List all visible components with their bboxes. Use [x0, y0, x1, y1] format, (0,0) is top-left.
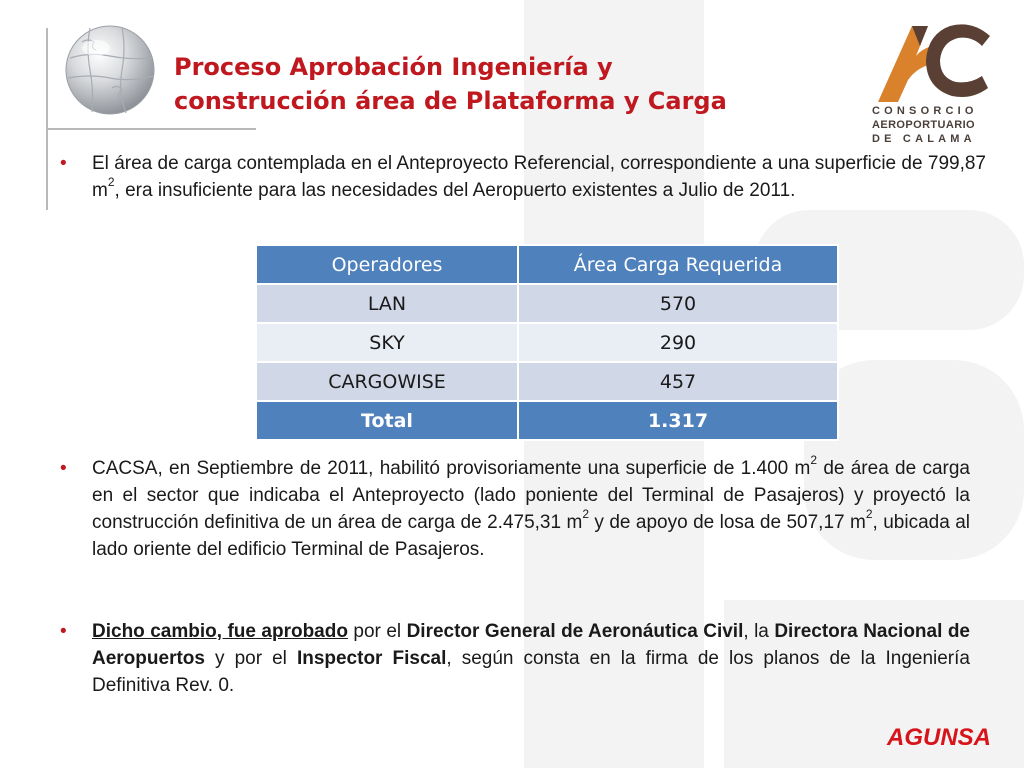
vertical-divider	[46, 28, 48, 210]
superscript: 2	[810, 452, 818, 467]
cell-total-value: 1.317	[518, 401, 838, 440]
bullet2-text-part: de área de carga en el sector que indicaba el Anteproyecto (lado poniente del Terminal de Pasajeros) y proyectó la construcción definitiva de un área de carga de 2.475,31 m	[92, 458, 970, 533]
title-line-2: construcción área de Plataforma y Carga	[174, 87, 727, 115]
cell-operador: SKY	[256, 323, 518, 362]
table-row	[256, 362, 838, 401]
agunsa-logo	[880, 722, 998, 750]
globe-puzzle-icon	[60, 18, 160, 118]
cell-area: 570	[518, 284, 838, 323]
table-row	[256, 323, 838, 362]
bold-text: Director General de Aeronáutica Civil	[406, 621, 744, 642]
cell-total-label: Total	[256, 401, 518, 440]
bullet3-text-part: por el	[347, 621, 407, 642]
cell-area: 457	[518, 362, 838, 401]
table-row	[256, 284, 838, 323]
superscript: 2	[107, 174, 115, 189]
underlined-text: Dicho cambio, fue aprobado	[92, 621, 348, 642]
logo-mark-icon	[878, 24, 990, 102]
bullet-text	[92, 150, 986, 204]
header-operadores: Operadores	[256, 245, 518, 284]
bold-text: Inspector Fiscal	[296, 648, 447, 669]
bullet2-text-part: , ubicada al lado oriente del edificio Terminal de Pasajeros.	[92, 512, 970, 560]
bullet3-text-part: , la	[743, 621, 775, 642]
bullet2-text-part: CACSA, en Septiembre de 2011, habilitó provisoriamente una superficie de 1.400 m	[92, 458, 811, 479]
bullet2-text-part: y de apoyo de losa de 507,17 m	[589, 512, 866, 533]
superscript: 2	[582, 506, 589, 521]
bullet3-text-part: y por el	[204, 648, 297, 669]
table-header-row	[256, 245, 838, 284]
header-area-carga: Área Carga Requerida	[518, 245, 838, 284]
cell-area: 290	[518, 323, 838, 362]
logo-text	[872, 104, 996, 146]
bullet-text	[92, 618, 970, 699]
logo-text-line-3: DE CALAMA	[872, 133, 976, 145]
bold-text: Directora Nacional de Aeropuertos	[92, 621, 971, 669]
agunsa-logo-text: AGUNSA	[886, 724, 992, 750]
bullet-aprobacion	[60, 618, 970, 699]
bullet-cacsa	[60, 452, 970, 563]
bullet-text	[92, 452, 970, 563]
bullet-marker: •	[60, 458, 67, 479]
bullet1-text-part: , era insuficiente para las necesidades del Aeropuerto existentes a Julio de 2011.	[114, 180, 796, 201]
bullet1-text-part: El área de carga contemplada en el Anteproyecto Referencial, correspondiente a una superficie de 799,87 m	[92, 153, 986, 201]
bullet-area-insuficiente	[60, 150, 986, 204]
logo-text-line-1: CONSORCIO	[872, 105, 978, 117]
horizontal-divider	[46, 128, 256, 130]
cell-operador: CARGOWISE	[256, 362, 518, 401]
cell-operador: LAN	[256, 284, 518, 323]
operators-table	[255, 244, 839, 441]
bullet3-text-part: , según consta en la firma de los planos de la Ingeniería Definitiva Rev. 0.	[92, 648, 970, 696]
page-title	[174, 50, 864, 118]
bullet-marker: •	[60, 621, 67, 642]
superscript: 2	[865, 506, 873, 521]
table-total-row	[256, 401, 838, 440]
bullet-marker: •	[60, 153, 67, 174]
logo-text-line-2: AEROPORTUARIO	[872, 119, 975, 131]
title-line-1: Proceso Aprobación Ingeniería y	[174, 53, 613, 81]
